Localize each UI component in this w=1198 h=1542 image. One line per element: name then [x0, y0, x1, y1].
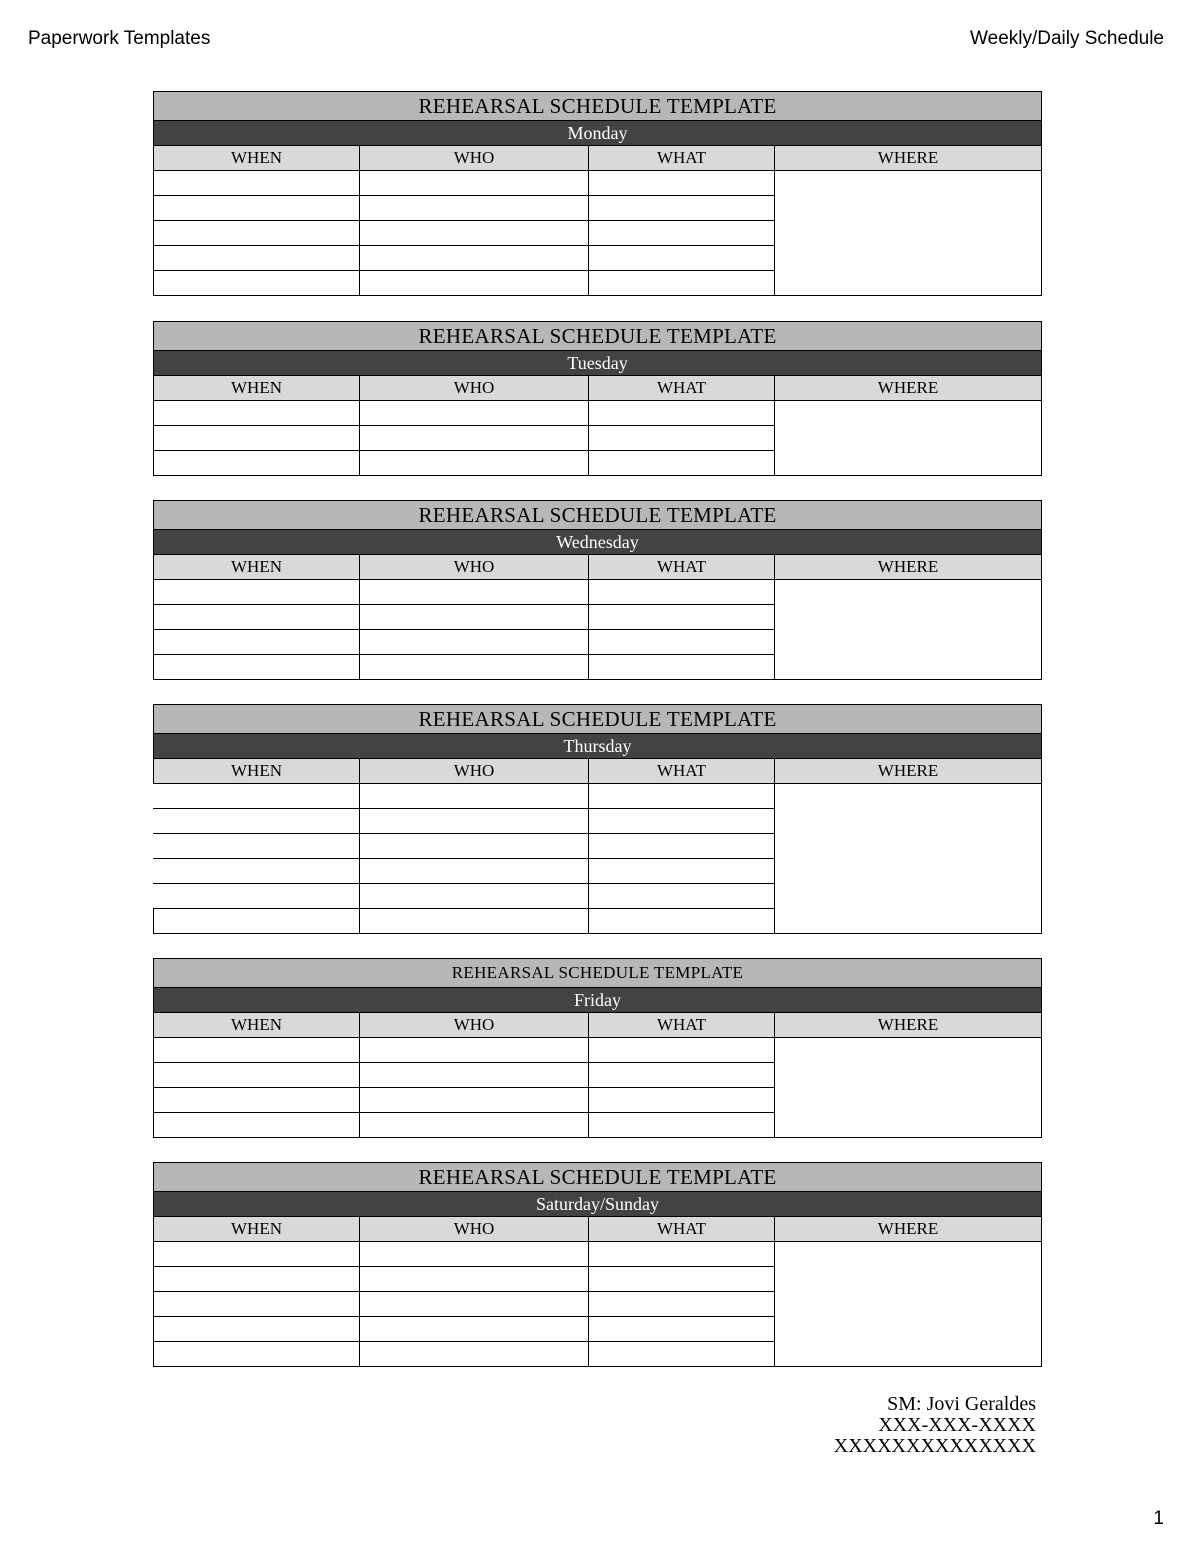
when-cell	[154, 401, 360, 426]
column-header-where: WHERE	[775, 146, 1042, 171]
when-cell	[154, 834, 360, 859]
what-cell	[589, 426, 775, 451]
when-cell	[154, 605, 360, 630]
who-cell	[360, 580, 589, 605]
column-header-what: WHAT	[589, 1013, 775, 1038]
where-cell	[775, 1038, 1042, 1138]
day-label: Friday	[154, 988, 1042, 1013]
when-cell	[154, 580, 360, 605]
table-row	[154, 401, 1042, 426]
what-cell	[589, 221, 775, 246]
when-cell	[154, 859, 360, 884]
what-cell	[589, 1038, 775, 1063]
who-cell	[360, 834, 589, 859]
what-cell	[589, 1088, 775, 1113]
schedule-title: REHEARSAL SCHEDULE TEMPLATE	[154, 92, 1042, 121]
who-cell	[360, 1113, 589, 1138]
what-cell	[589, 1317, 775, 1342]
column-header-who: WHO	[360, 376, 589, 401]
header-left-title: Paperwork Templates	[28, 28, 211, 49]
what-cell	[589, 784, 775, 809]
schedule-title: REHEARSAL SCHEDULE TEMPLATE	[154, 501, 1042, 530]
day-label: Monday	[154, 121, 1042, 146]
column-header-what: WHAT	[589, 376, 775, 401]
table-row	[154, 171, 1042, 196]
when-cell	[154, 784, 360, 809]
when-cell	[154, 909, 360, 934]
who-cell	[360, 859, 589, 884]
who-cell	[360, 884, 589, 909]
where-cell	[775, 171, 1042, 296]
who-cell	[360, 451, 589, 476]
what-cell	[589, 909, 775, 934]
who-cell	[360, 401, 589, 426]
when-cell	[154, 451, 360, 476]
schedule-title: REHEARSAL SCHEDULE TEMPLATE	[154, 959, 1042, 988]
who-cell	[360, 1063, 589, 1088]
what-cell	[589, 1242, 775, 1267]
schedule-title: REHEARSAL SCHEDULE TEMPLATE	[154, 1163, 1042, 1192]
when-cell	[154, 1088, 360, 1113]
who-cell	[360, 784, 589, 809]
stage-manager-signature	[834, 1394, 1036, 1457]
when-cell	[154, 221, 360, 246]
schedule-table-tuesday	[153, 321, 1042, 476]
schedule-table-wednesday	[153, 500, 1042, 680]
what-cell	[589, 580, 775, 605]
column-header-what: WHAT	[589, 759, 775, 784]
what-cell	[589, 1267, 775, 1292]
stage-manager-name: SM: Jovi Geraldes	[887, 1393, 1036, 1415]
schedule-title: REHEARSAL SCHEDULE TEMPLATE	[154, 322, 1042, 351]
what-cell	[589, 196, 775, 221]
who-cell	[360, 1317, 589, 1342]
who-cell	[360, 246, 589, 271]
table-row	[154, 1038, 1042, 1063]
when-cell	[154, 426, 360, 451]
who-cell	[360, 1342, 589, 1367]
who-cell	[360, 1242, 589, 1267]
where-cell	[775, 784, 1042, 934]
what-cell	[589, 809, 775, 834]
day-label: Saturday/Sunday	[154, 1192, 1042, 1217]
when-cell	[154, 246, 360, 271]
column-header-who: WHO	[360, 1217, 589, 1242]
column-header-where: WHERE	[775, 1217, 1042, 1242]
when-cell	[154, 1038, 360, 1063]
who-cell	[360, 1267, 589, 1292]
who-cell	[360, 630, 589, 655]
what-cell	[589, 271, 775, 296]
who-cell	[360, 196, 589, 221]
column-header-what: WHAT	[589, 146, 775, 171]
who-cell	[360, 426, 589, 451]
header-right-title: Weekly/Daily Schedule	[970, 28, 1164, 49]
what-cell	[589, 451, 775, 476]
schedule-table-thursday	[153, 704, 1042, 934]
column-header-where: WHERE	[775, 376, 1042, 401]
what-cell	[589, 630, 775, 655]
what-cell	[589, 884, 775, 909]
schedule-table-saturday-sunday	[153, 1162, 1042, 1367]
who-cell	[360, 809, 589, 834]
day-label: Thursday	[154, 734, 1042, 759]
who-cell	[360, 171, 589, 196]
what-cell	[589, 859, 775, 884]
when-cell	[154, 630, 360, 655]
what-cell	[589, 1292, 775, 1317]
schedule-table-monday	[153, 91, 1042, 296]
when-cell	[154, 1063, 360, 1088]
schedule-table-friday	[153, 958, 1042, 1138]
where-cell	[775, 401, 1042, 476]
when-cell	[154, 1267, 360, 1292]
table-row	[154, 580, 1042, 605]
column-header-where: WHERE	[775, 555, 1042, 580]
when-cell	[154, 1292, 360, 1317]
when-cell	[154, 1113, 360, 1138]
when-cell	[154, 809, 360, 834]
what-cell	[589, 605, 775, 630]
who-cell	[360, 1088, 589, 1113]
column-header-where: WHERE	[775, 1013, 1042, 1038]
what-cell	[589, 171, 775, 196]
what-cell	[589, 401, 775, 426]
column-header-who: WHO	[360, 146, 589, 171]
what-cell	[589, 655, 775, 680]
when-cell	[154, 884, 360, 909]
what-cell	[589, 246, 775, 271]
column-header-where: WHERE	[775, 759, 1042, 784]
who-cell	[360, 909, 589, 934]
where-cell	[775, 1242, 1042, 1367]
who-cell	[360, 605, 589, 630]
what-cell	[589, 834, 775, 859]
what-cell	[589, 1342, 775, 1367]
who-cell	[360, 1292, 589, 1317]
column-header-when: WHEN	[154, 759, 360, 784]
who-cell	[360, 1038, 589, 1063]
column-header-when: WHEN	[154, 376, 360, 401]
when-cell	[154, 196, 360, 221]
page-number: 1	[1153, 1508, 1164, 1529]
schedule-title: REHEARSAL SCHEDULE TEMPLATE	[154, 705, 1042, 734]
who-cell	[360, 655, 589, 680]
column-header-what: WHAT	[589, 1217, 775, 1242]
stage-manager-email: XXXXXXXXXXXXXX	[833, 1435, 1036, 1457]
column-header-who: WHO	[360, 759, 589, 784]
when-cell	[154, 1317, 360, 1342]
what-cell	[589, 1113, 775, 1138]
column-header-what: WHAT	[589, 555, 775, 580]
column-header-when: WHEN	[154, 1217, 360, 1242]
when-cell	[154, 655, 360, 680]
when-cell	[154, 171, 360, 196]
column-header-when: WHEN	[154, 146, 360, 171]
day-label: Tuesday	[154, 351, 1042, 376]
column-header-who: WHO	[360, 555, 589, 580]
who-cell	[360, 221, 589, 246]
day-label: Wednesday	[154, 530, 1042, 555]
when-cell	[154, 1242, 360, 1267]
stage-manager-phone: XXX-XXX-XXXX	[878, 1414, 1036, 1436]
column-header-who: WHO	[360, 1013, 589, 1038]
what-cell	[589, 1063, 775, 1088]
column-header-when: WHEN	[154, 555, 360, 580]
table-row	[154, 1242, 1042, 1267]
who-cell	[360, 271, 589, 296]
when-cell	[154, 1342, 360, 1367]
when-cell	[154, 271, 360, 296]
where-cell	[775, 580, 1042, 680]
column-header-when: WHEN	[154, 1013, 360, 1038]
table-row	[154, 784, 1042, 809]
